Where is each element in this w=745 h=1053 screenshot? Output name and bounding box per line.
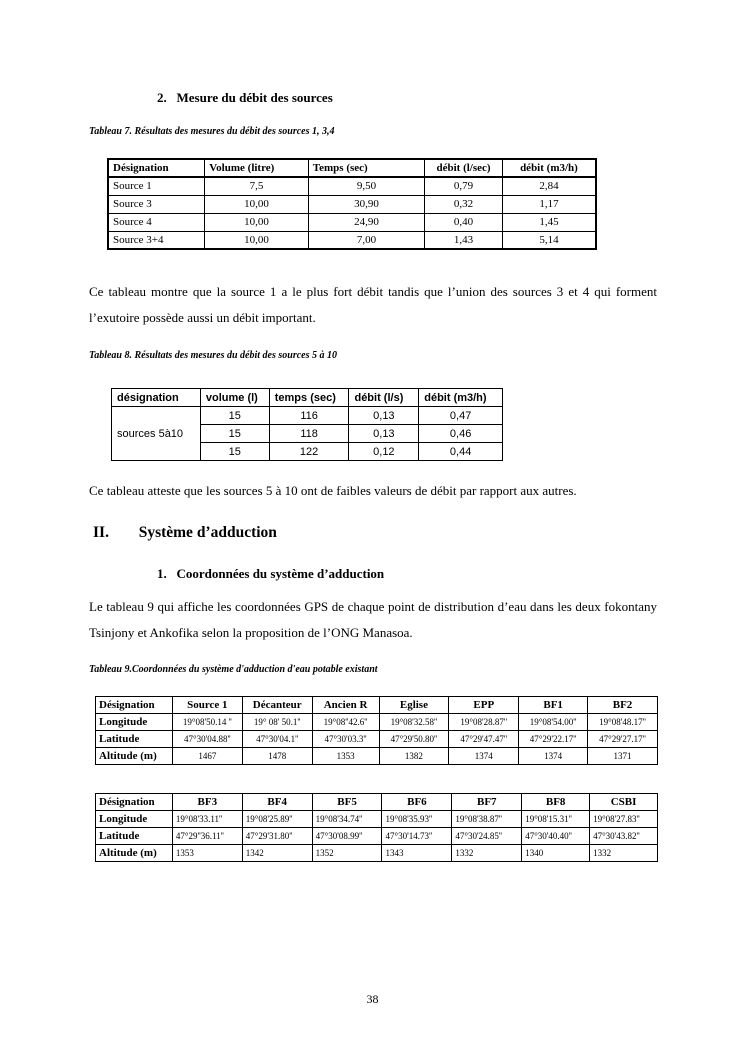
table-cell: 7,00	[308, 231, 424, 249]
row-label: Longitude	[96, 714, 173, 731]
table7-caption: Tableau 7. Résultats des mesures du débit des sources 1, 3,4	[89, 126, 335, 137]
table-cell: 19°08'50.14 ''	[172, 714, 242, 731]
table8-caption: Tableau 8. Résultats des mesures du débit des sources 5 à 10	[89, 350, 337, 361]
table-cell: 1382	[379, 748, 449, 765]
chapter-heading	[93, 524, 277, 542]
table7	[107, 158, 597, 250]
table-header-row	[96, 697, 658, 714]
table-cell: 7,5	[205, 177, 309, 195]
table-cell: 1332	[452, 845, 522, 862]
table-cell: 10,00	[205, 231, 309, 249]
table-cell: 19°08'25.89''	[242, 811, 312, 828]
paragraph: Ce tableau atteste que les sources 5 à 10 ont de faibles valeurs de débit par rapport aux autres.	[89, 483, 577, 498]
table-cell: sources 5à10	[112, 407, 201, 461]
table-cell: 47°30'04.88''	[172, 731, 242, 748]
paragraph: Le tableau 9 qui affiche les coordonnées GPS de chaque point de distribution d’eau dans les deux fokontany Tsinjony et Ankofika selon la proposition de l’ONG Manasoa.	[89, 599, 657, 640]
table-cell: 15	[200, 443, 269, 461]
table-cell: 9,50	[308, 177, 424, 195]
row-label: Altitude (m)	[96, 845, 173, 862]
table-cell: Source 1	[108, 177, 205, 195]
column-header: EPP	[449, 697, 519, 714]
column-header: Temps (sec)	[308, 159, 424, 177]
table-cell: 19°08'38.87''	[452, 811, 522, 828]
column-header: désignation	[112, 389, 201, 407]
table-cell: 47°29'31.80''	[242, 828, 312, 845]
table-cell: 47°30'40.40''	[522, 828, 590, 845]
table-header-row	[108, 159, 596, 177]
table-cell: 24,90	[308, 213, 424, 231]
table-cell: 1342	[242, 845, 312, 862]
section-heading	[157, 90, 333, 106]
table-cell: 19°08'33.11''	[172, 811, 242, 828]
table-row	[96, 811, 658, 828]
table-cell: 47°30'04.1''	[242, 731, 312, 748]
table-cell: 30,90	[308, 195, 424, 213]
column-header: Désignation	[108, 159, 205, 177]
section-heading	[157, 566, 384, 582]
column-header: Source 1	[172, 697, 242, 714]
table-cell: 19°08'15.31''	[522, 811, 590, 828]
table-cell: 19° 08' 50.1''	[242, 714, 312, 731]
row-label: Latitude	[96, 828, 173, 845]
row-label: Latitude	[96, 731, 173, 748]
table-cell: 1,17	[502, 195, 596, 213]
table-cell: 1332	[590, 845, 658, 862]
table-cell: 5,14	[502, 231, 596, 249]
column-header: BF6	[382, 794, 452, 811]
column-header: débit (l/sec)	[425, 159, 503, 177]
table-cell: 47°30'14.73''	[382, 828, 452, 845]
table-cell: 1374	[519, 748, 588, 765]
table-cell: 47°30'03.3''	[312, 731, 379, 748]
column-header: BF5	[312, 794, 382, 811]
table-cell: 19°08'48.17''	[588, 714, 658, 731]
table-cell: Source 3+4	[108, 231, 205, 249]
table-row	[96, 828, 658, 845]
table-cell: Source 3	[108, 195, 205, 213]
table-cell: 118	[269, 425, 349, 443]
table-row	[96, 748, 658, 765]
table-cell: 47°30'24.85''	[452, 828, 522, 845]
column-header: Volume (litre)	[205, 159, 309, 177]
row-label: Longitude	[96, 811, 173, 828]
table-cell: 47°29''36.11''	[172, 828, 242, 845]
table-cell: 1,45	[502, 213, 596, 231]
table-cell: 19°08'28.87''	[449, 714, 519, 731]
table-row	[108, 213, 596, 231]
table-cell: 0,12	[349, 443, 419, 461]
column-header: BF1	[519, 697, 588, 714]
table-cell: 47°29'27.17''	[588, 731, 658, 748]
row-label: Altitude (m)	[96, 748, 173, 765]
table-cell: 15	[200, 407, 269, 425]
section-number: 2.	[157, 90, 167, 105]
table-cell: 19°08'32.58''	[379, 714, 449, 731]
table-cell: 47°29'50.80''	[379, 731, 449, 748]
table-cell: 1353	[172, 845, 242, 862]
column-header: Désignation	[96, 794, 173, 811]
table-cell: 19°08'35.93''	[382, 811, 452, 828]
column-header: CSBI	[590, 794, 658, 811]
table-cell: 10,00	[205, 213, 309, 231]
chapter-number: II.	[93, 524, 109, 541]
table-cell: 0,46	[419, 425, 503, 443]
table-cell: 1,43	[425, 231, 503, 249]
column-header: BF4	[242, 794, 312, 811]
column-header: BF8	[522, 794, 590, 811]
section-number: 1.	[157, 566, 167, 581]
table-cell: 19°08''42.6''	[312, 714, 379, 731]
table-cell: 19°08'54.00''	[519, 714, 588, 731]
table-cell: 2,84	[502, 177, 596, 195]
column-header: débit (l/s)	[349, 389, 419, 407]
table-cell: 19°08'34.74''	[312, 811, 382, 828]
table-cell: 1467	[172, 748, 242, 765]
table-row	[108, 177, 596, 195]
table-cell: 19°08'27.83''	[590, 811, 658, 828]
table-cell: Source 4	[108, 213, 205, 231]
table-cell: 1371	[588, 748, 658, 765]
chapter-title: Système d’adduction	[138, 524, 277, 541]
table-cell: 10,00	[205, 195, 309, 213]
table-cell: 1374	[449, 748, 519, 765]
column-header: débit (m3/h)	[419, 389, 503, 407]
column-header: Désignation	[96, 697, 173, 714]
table-cell: 1343	[382, 845, 452, 862]
table9-part1	[95, 696, 658, 765]
column-header: BF2	[588, 697, 658, 714]
table-cell: 47°30'43.82''	[590, 828, 658, 845]
column-header: temps (sec)	[269, 389, 349, 407]
table-header-row	[112, 389, 503, 407]
table-cell: 0,13	[349, 425, 419, 443]
table-cell: 0,13	[349, 407, 419, 425]
section-title: Coordonnées du système d’adduction	[176, 566, 385, 581]
table-row	[108, 231, 596, 249]
table-cell: 0,47	[419, 407, 503, 425]
table-row	[96, 731, 658, 748]
table-row	[108, 195, 596, 213]
table-row	[96, 714, 658, 731]
table-cell: 47°29'47.47''	[449, 731, 519, 748]
table9-part2	[95, 793, 658, 862]
table-cell: 0,40	[425, 213, 503, 231]
table-cell: 47°29'22.17''	[519, 731, 588, 748]
table-cell: 122	[269, 443, 349, 461]
column-header: Décanteur	[242, 697, 312, 714]
paragraph: Ce tableau montre que la source 1 a le plus fort débit tandis que l’union des sources 3 et 4 qui forment l’exutoire possède aussi un débit important.	[89, 284, 657, 325]
column-header: débit (m3/h)	[502, 159, 596, 177]
table-cell: 0,32	[425, 195, 503, 213]
page-number: 38	[366, 992, 379, 1006]
table-cell: 0,44	[419, 443, 503, 461]
column-header: Ancien R	[312, 697, 379, 714]
section-title: Mesure du débit des sources	[176, 90, 333, 105]
table8	[111, 388, 503, 461]
table9-caption: Tableau 9.Coordonnées du système d'adduction d'eau potable existant	[89, 664, 378, 675]
table-cell: 1353	[312, 748, 379, 765]
table-row	[112, 407, 503, 425]
table-header-row	[96, 794, 658, 811]
column-header: Eglise	[379, 697, 449, 714]
table-cell: 1340	[522, 845, 590, 862]
table-cell: 15	[200, 425, 269, 443]
column-header: BF3	[172, 794, 242, 811]
table-cell: 47°30'08.99''	[312, 828, 382, 845]
table-cell: 0,79	[425, 177, 503, 195]
table-cell: 1352	[312, 845, 382, 862]
table-cell: 116	[269, 407, 349, 425]
column-header: BF7	[452, 794, 522, 811]
column-header: volume (l)	[200, 389, 269, 407]
table-row	[96, 845, 658, 862]
table-cell: 1478	[242, 748, 312, 765]
